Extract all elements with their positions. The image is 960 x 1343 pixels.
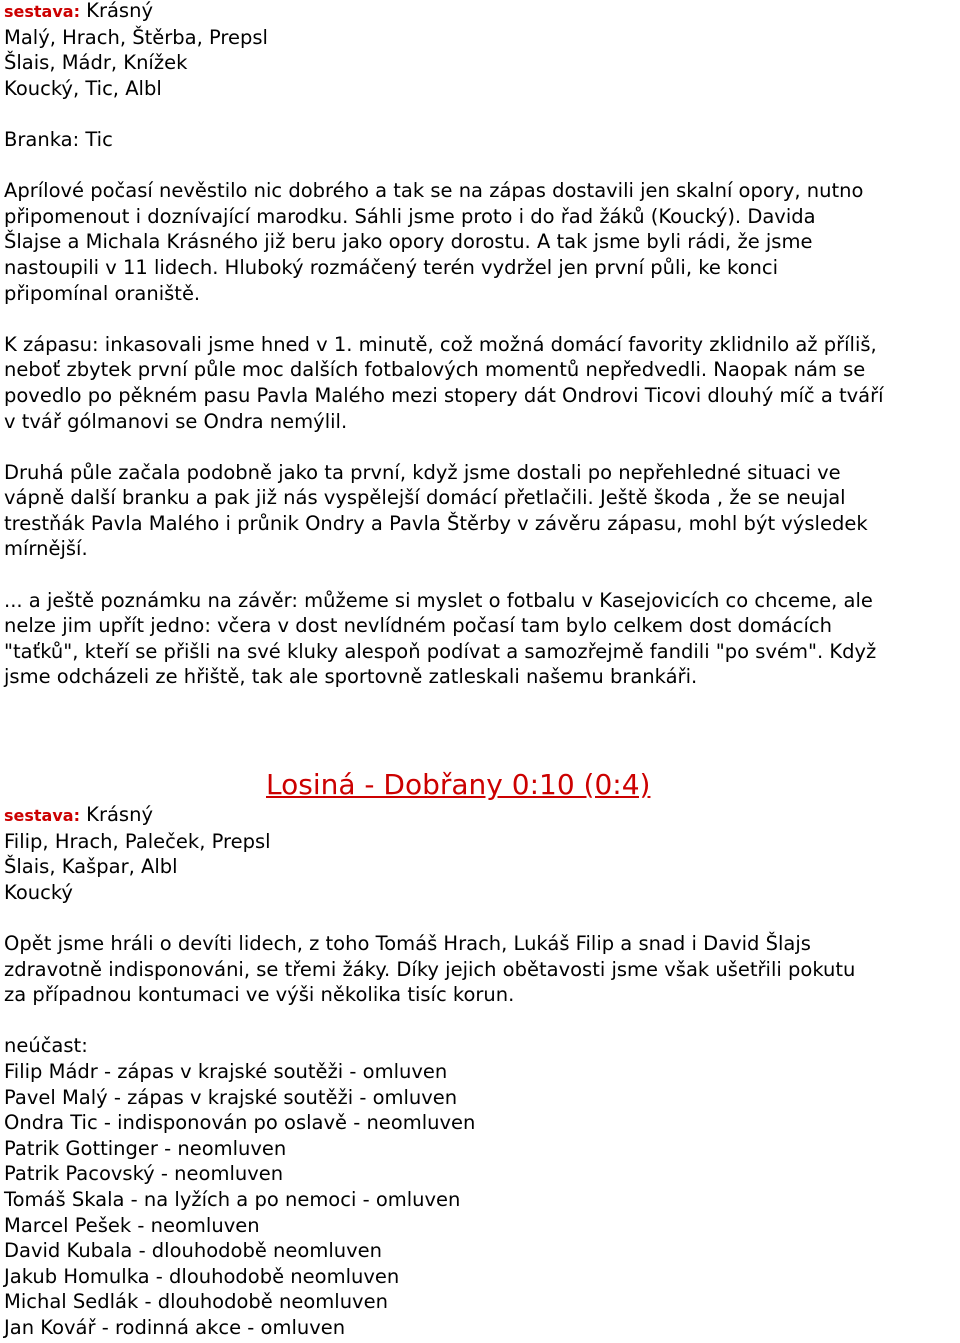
lineup-label: sestava: (4, 806, 80, 825)
absence-item: Filip Mádr - zápas v krajské soutěži - omluven (4, 1059, 448, 1083)
absence-item: Patrik Gottinger - neomluven (4, 1136, 287, 1160)
paragraph-line: mírnější. (4, 537, 88, 561)
goalkeeper: Branka: Tic (4, 127, 113, 151)
lineup-row: Malý, Hrach, Štěrba, Prepsl (4, 25, 268, 49)
paragraph-line: neboť zbytek první půle moc dalších fotbalových momentů nepředvedli. Naopak nám se (4, 358, 866, 382)
lineup-row: Šlais, Mádr, Knížek (4, 51, 188, 75)
article (4, 0, 956, 690)
lineup-header (4, 802, 956, 829)
article-section-2 (4, 802, 956, 1340)
lineup-first: Krásný (86, 0, 153, 22)
absence-item: David Kubala - dlouhodobě neomluven (4, 1239, 383, 1263)
paragraph-line: ... a ještě poznámku na závěr: můžeme si myslet o fotbalu v Kasejovicích co chceme, ale (4, 588, 873, 612)
paragraph-line: vápně další branku a pak již nás vyspělejší domácí přetlačili. Ještě škoda , že se neujal (4, 486, 846, 510)
paragraph-line: "taťků", kteří se přišli na své kluky alespoň podívat a samozřejmě fandili "po svém". Když (4, 639, 877, 663)
lineup-first: Krásný (86, 803, 153, 826)
paragraph-line: Druhá půle začala podobně jako ta první, když jsme dostali po nepřehledné situaci ve (4, 460, 841, 484)
report-paragraph (4, 332, 956, 434)
lineup-header (4, 0, 956, 25)
paragraph-line: zdravotně indisponováni, se třemi žáky. Díky jejich obětavosti jsme však ušetřili pokutu (4, 957, 856, 981)
absence-title: neúčast: (4, 1034, 88, 1058)
lineup-row: Filip, Hrach, Paleček, Prepsl (4, 829, 271, 853)
absence-item: Ondra Tic - indisponován po oslavě - neomluven (4, 1111, 476, 1135)
paragraph-line: Aprílové počasí nevěstilo nic dobrého a tak se na zápas dostavili jen skalní opory, nutno (4, 179, 864, 203)
paragraph-line: Šlajse a Michala Krásného již beru jako opory dorostu. A tak jsme byli rádi, že jsme (4, 230, 813, 254)
paragraph-line: nastoupili v 11 lidech. Hluboký rozmáčený terén vydržel jen první půli, ke konci (4, 255, 779, 279)
report-paragraph (4, 588, 956, 690)
paragraph-line: připomenout i doznívající marodku. Sáhli jsme proto i do řad žáků (Koucký). Davida (4, 204, 816, 228)
lineup-row: Koucký, Tic, Albl (4, 76, 162, 100)
report-paragraph (4, 460, 956, 562)
lineup-section-2 (4, 802, 956, 905)
absence-item: Michal Sedlák - dlouhodobě neomluven (4, 1290, 388, 1314)
paragraph-line: nelze jim upřít jedno: včera v dost nevlídném počasí tam bylo celkem dost domácích (4, 614, 832, 638)
paragraph-line: v tvář gólmanovi se Ondra nemýlil. (4, 409, 348, 433)
absence-item: Tomáš Skala - na lyžích a po nemoci - omluven (4, 1187, 461, 1211)
lineup-label: sestava: (4, 2, 80, 21)
paragraph-line: jsme odcházeli ze hřiště, tak ale sportovně zatleskali našemu brankáři. (4, 665, 698, 689)
lineup-row: Šlais, Kašpar, Albl (4, 855, 178, 879)
absence-item: Jan Kovář - rodinná akce - omluven (4, 1315, 346, 1339)
paragraph-line: Opět jsme hráli o devíti lidech, z toho Tomáš Hrach, Lukáš Filip a snad i David Šlajs (4, 931, 811, 955)
report-paragraph (4, 931, 956, 1008)
paragraph-line: K zápasu: inkasovali jsme hned v 1. minutě, což možná domácí favority zklidnilo až příliš, (4, 332, 877, 356)
match-title-link[interactable]: Losiná - Dobřany 0:10 (0:4) (266, 768, 651, 801)
paragraph-line: trestňák Pavla Malého i průnik Ondry a Pavla Štěrby v závěru zápasu, mohl být výsledek (4, 511, 868, 535)
absence-list (4, 1033, 956, 1340)
paragraph-line: za případnou kontumaci ve výši několika tisíc korun. (4, 983, 515, 1007)
absence-item: Patrik Pacovský - neomluven (4, 1162, 284, 1186)
absence-item: Pavel Malý - zápas v krajské soutěži - omluven (4, 1085, 458, 1109)
absence-item: Marcel Pešek - neomluven (4, 1213, 260, 1237)
paragraph-line: připomínal oraniště. (4, 281, 201, 305)
absence-item: Jakub Homulka - dlouhodobě neomluven (4, 1264, 400, 1288)
report-paragraph (4, 178, 956, 306)
paragraph-line: povedlo po pěkném pasu Pavla Malého mezi stopery dát Ondrovi Ticovi dlouhý míč a tváří (4, 383, 884, 407)
lineup-row: Koucký (4, 880, 73, 904)
lineup-section-1 (4, 0, 956, 101)
